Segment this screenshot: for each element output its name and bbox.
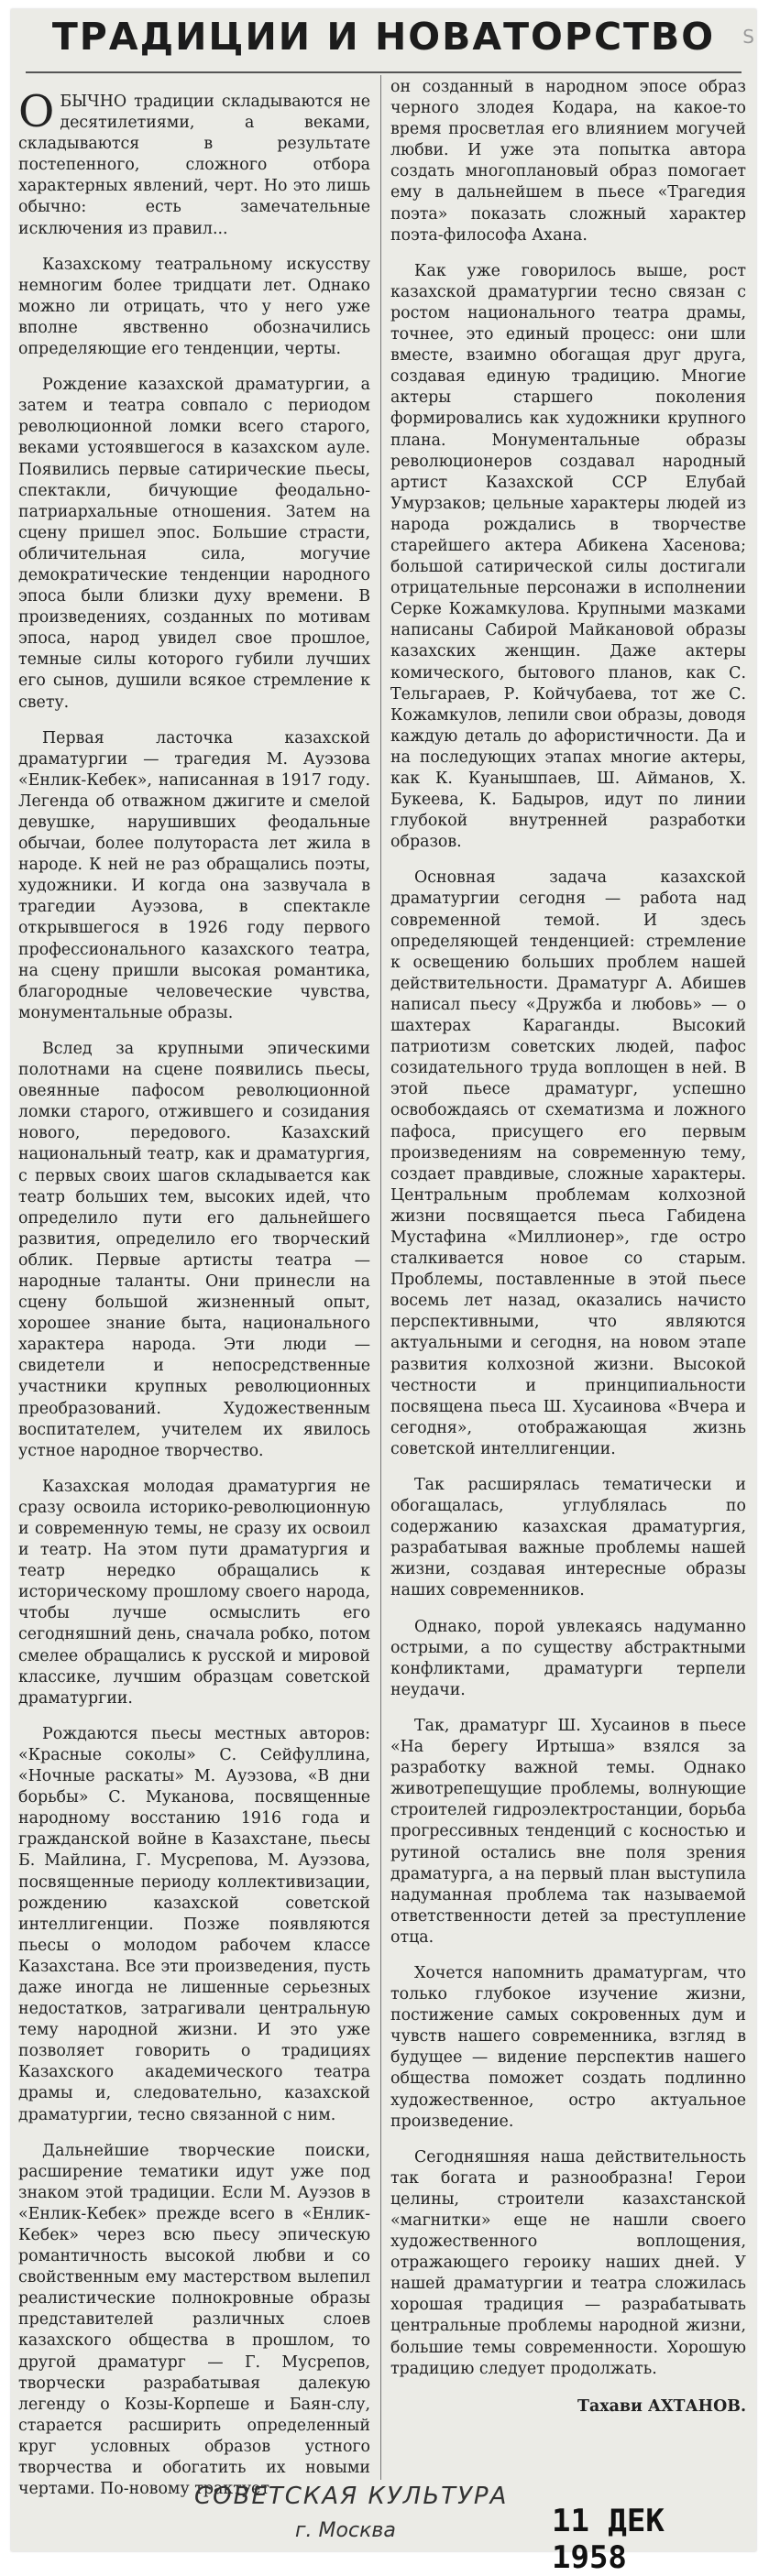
- date-stamp: 11 ДЕК 1958: [552, 2503, 665, 2576]
- paragraph: Дальнейшие творческие поиски, расширение тематики идут уже под знаком этой традиции. Если М. Ауэзов в «Енлик-Кебек» прежде всего в «Енлик-Кебек» через всю пьесу эпическую романтичность высокой любви и со свойственным ему мастерством вылепил реалистические полнокровные образы представителей различных слоев казахского общества в прошлом, то другой драматург — Г. Мусрепов, творчески разрабатывая далекую легенду о Козы-Корпеше и Баян-слу, старается расширить определенный круг условных образов устного творчества и обогатить их новыми чертами. По-новому трактует: [18, 2141, 370, 2499]
- author-signature: Тахави АХТАНОВ.: [577, 2396, 746, 2416]
- drop-cap: О: [18, 86, 55, 137]
- article-column-left: [18, 77, 370, 2515]
- article-column-right: [390, 77, 746, 2432]
- paragraph: Хочется напомнить драматургам, что только глубокое изучение жизни, постижение самых сокровенных дум и чувств нашего современника, взгляд в будущее — видение перспектив нашего общества поможет создать подлинно художественное, остро актуальное произведение.: [390, 1963, 746, 2131]
- edge-mark: S: [742, 26, 754, 48]
- paragraph: Рождаются пьесы местных авторов: «Красные соколы» С. Сейфуллина, «Ночные раскаты» М. Ауэзова, «В дни борьбы» С. Муканова, посвященные народному восстанию 1916 года и гражданской войне в Казахстане, пьесы Б. Майлина, Г. Мусрепова, М. Ауэзова, посвященные периоду коллективизации, рождению казахской советской интеллигенции. Позже появляются пьесы о молодом рабочем классе Казахстана. Все эти произведения, пусть даже иногда не лишенные серьезных недостатков, затрагивали центральную тему народной жизни. И это уже позволяет говорить о традициях Казахского академического театра драмы и, следовательно, казахской драматургии, тесно связанной с ним.: [18, 1724, 370, 2124]
- column-divider: [380, 75, 381, 2480]
- article-headline: ТРАДИЦИИ И НОВАТОРСТВО: [51, 15, 716, 59]
- newspaper-clipping: [11, 9, 756, 2576]
- city-stamp: г. Москва: [295, 2519, 396, 2542]
- paragraph: Так расширялась тематически и обогащалась, углублялась по содержанию казахская драматургия, разрабатывая важные проблемы нашей жизни, создавая интересные образы наших современников.: [390, 1476, 746, 1600]
- headline-rule: [26, 71, 742, 73]
- newspaper-source-stamp: СОВЕТСКАЯ КУЛЬТУРА: [194, 2483, 509, 2510]
- paragraph: Первая ласточка казахской драматургии — трагедия М. Ауэзова «Енлик-Кебек», написанная в 1917 году. Легенда об отважном джигите и смелой девушке, нарушивших феодальные обычаи, более полутораста лет жила в народе. К ней не раз обращались поэты, художники. И когда она зазвучала в трагедии Ауэзова, в спектакле открывшегося в 1926 году первого профессионального казахского театра, на сцену пришли высокая романтика, благородные человеческие чувства, монументальные образы.: [18, 728, 370, 1022]
- paragraph: Казахская молодая драматургия не сразу освоила историко-революционную и современную темы, не сразу их освоил и театр. На этом пути драматургия и театр нередко обращались к историческому прошлому своего народа, чтобы лучше осмыслить его сегодняшний день, сначала робко, потом смелее обращались к русской и мировой классике, лучшим образцам советской драматургии.: [18, 1477, 370, 1708]
- paragraph: Казахскому театральному искусству немногим более тридцати лет. Однако можно ли отрицать, что у него уже вполне явственно обозначились определяющие его тенденции, черты.: [18, 255, 370, 359]
- paragraph: Как уже говорилось выше, рост казахской драматургии тесно связан с ростом национального театра драмы, точнее, это единый процесс: они шли вместе, взаимно обогащая друг друга, создавая единую традицию. Многие актеры старшего поколения формировались как художники крупного плана. Монументальные образы революционеров создавал народный артист Казахской ССР Елубай Умурзаков; цельные характеры людей из народа рождались в творчестве старейшего актера Абикена Хасенова; большой сатирической силы достигали отрицательные персонажи в исполнении Серке Кожамкулова. Крупными мазками написаны Сабирой Майкановой образы казахских женщин. Даже актеры комического, бытового планов, как С. Тельгараев, Р. Койчубаева, тот же С. Кожамкулов, лепили свои образы, доводя каждую деталь до афористичности. Да и на последующих этапах многие актеры, как К. Куанышпаев, Ш. Айманов, Х. Букеева, К. Бадыров, идут по линии глубокой внутренней разработки образов.: [390, 261, 746, 852]
- paragraph: он созданный в народном эпосе образ черного злодея Кодара, на какое-то время просветлая его влиянием могучей любви. И уже эта попытка автора создать многоплановый образ помогает ему в дальнейшем в пьесе «Трагедия поэта» показать сложный характер поэта-философа Ахана.: [390, 78, 746, 245]
- paragraph: Вслед за крупными эпическими полотнами на сцене появились пьесы, овеянные пафосом революционной ломки старого, отжившего и созидания нового, передового. Казахский национальный театр, как и драматургия, с первых своих шагов складывается как театр больших тем, высоких идей, что определило пути его дальнейшего развития, определило его творческий облик. Первые артисты театра — народные таланты. Они принесли на сцену большой жизненный опыт, хорошее знание быта, национального характера народа. Эти люди — свидетели и непосредственные участники крупных революционных преобразований. Художественным воспитателем, учителем их явилось устное народное творчество.: [18, 1039, 370, 1460]
- paragraph: Основная задача казахской драматургии сегодня — работа над современной темой. И здесь определяющей тенденцией: стремление к освещению больших проблем нашей действительности. Драматург А. Абишев написал пьесу «Дружба и любовь» — о шахтерах Караганды. Высокий патриотизм советских людей, пафос созидательного труда воплощен в ней. В этой пьесе драматург, успешно освобождаясь от схематизма и ложного пафоса, присущего его первым произведениям на современную тему, создает правдивые, сложные характеры. Центральным проблемам колхозной жизни посвящается пьеса Габидена Мустафина «Миллионер», где остро сталкивается новое со старым. Проблемы, поставленные в этой пьесе восемь лет назад, оказались начисто перспективными, что являются актуальными и сегодня, на новом этапе развития колхозной жизни. Высокой честности и принципиальности посвящена пьеса Ш. Хусаинова «Вчера и сегодня», отображающая жизнь советской интеллигенции.: [390, 868, 746, 1458]
- paragraph: [18, 86, 370, 240]
- paragraph: Сегодняшняя наша действительность так богата и разнообразна! Герои целины, строители казахстанской «магнитки» еще не нашли своего художественного воплощения, отражающего героику наших дней. У нашей драматургии и театра сложилась хорошая традиция — разрабатывать центральные проблемы народной жизни, большие темы современности. Хорошую традицию следует продолжать.: [390, 2147, 746, 2378]
- paragraph: Однако, порой увлекаясь надуманно острыми, а по существу абстрактными конфликтами, драматурги терпели неудачи.: [390, 1617, 746, 1699]
- paragraph: Рождение казахской драматургии, а затем и театра совпало с периодом революционной ломки всего старого, веками устоявшегося в казахском ауле. Появились первые сатирические пьесы, спектакли, бичующие феодально-патриархальные отношения. Затем на сцену пришел эпос. Большие страсти, обличительная сила, могучие демократические тенденции народного эпоса были близки духу времени. В произведениях, созданных по мотивам эпоса, народ увидел свое прошлое, темные силы которого губили лучших его сынов, душили всякое стремление к свету.: [18, 376, 370, 712]
- paragraph: Так, драматург Ш. Хусаинов в пьесе «На берегу Иртыша» взялся за разработку важной темы. Однако животрепещущие проблемы, волнующие строителей гидроэлектростанции, борьба прогрессивных тенденций с косностью и рутиной остались вне поля зрения драматурга, а на первый план выступила надуманная проблема так называемой ответственности детей за преступление отца.: [390, 1716, 746, 1947]
- paragraph-text: БЫЧНО традиции складываются не десятилетиями, а веками, складываются в результате постепенного, сложного отбора характерных явлений, черт. Но это лишь обычно: есть замечательные исключения из правил...: [18, 93, 370, 238]
